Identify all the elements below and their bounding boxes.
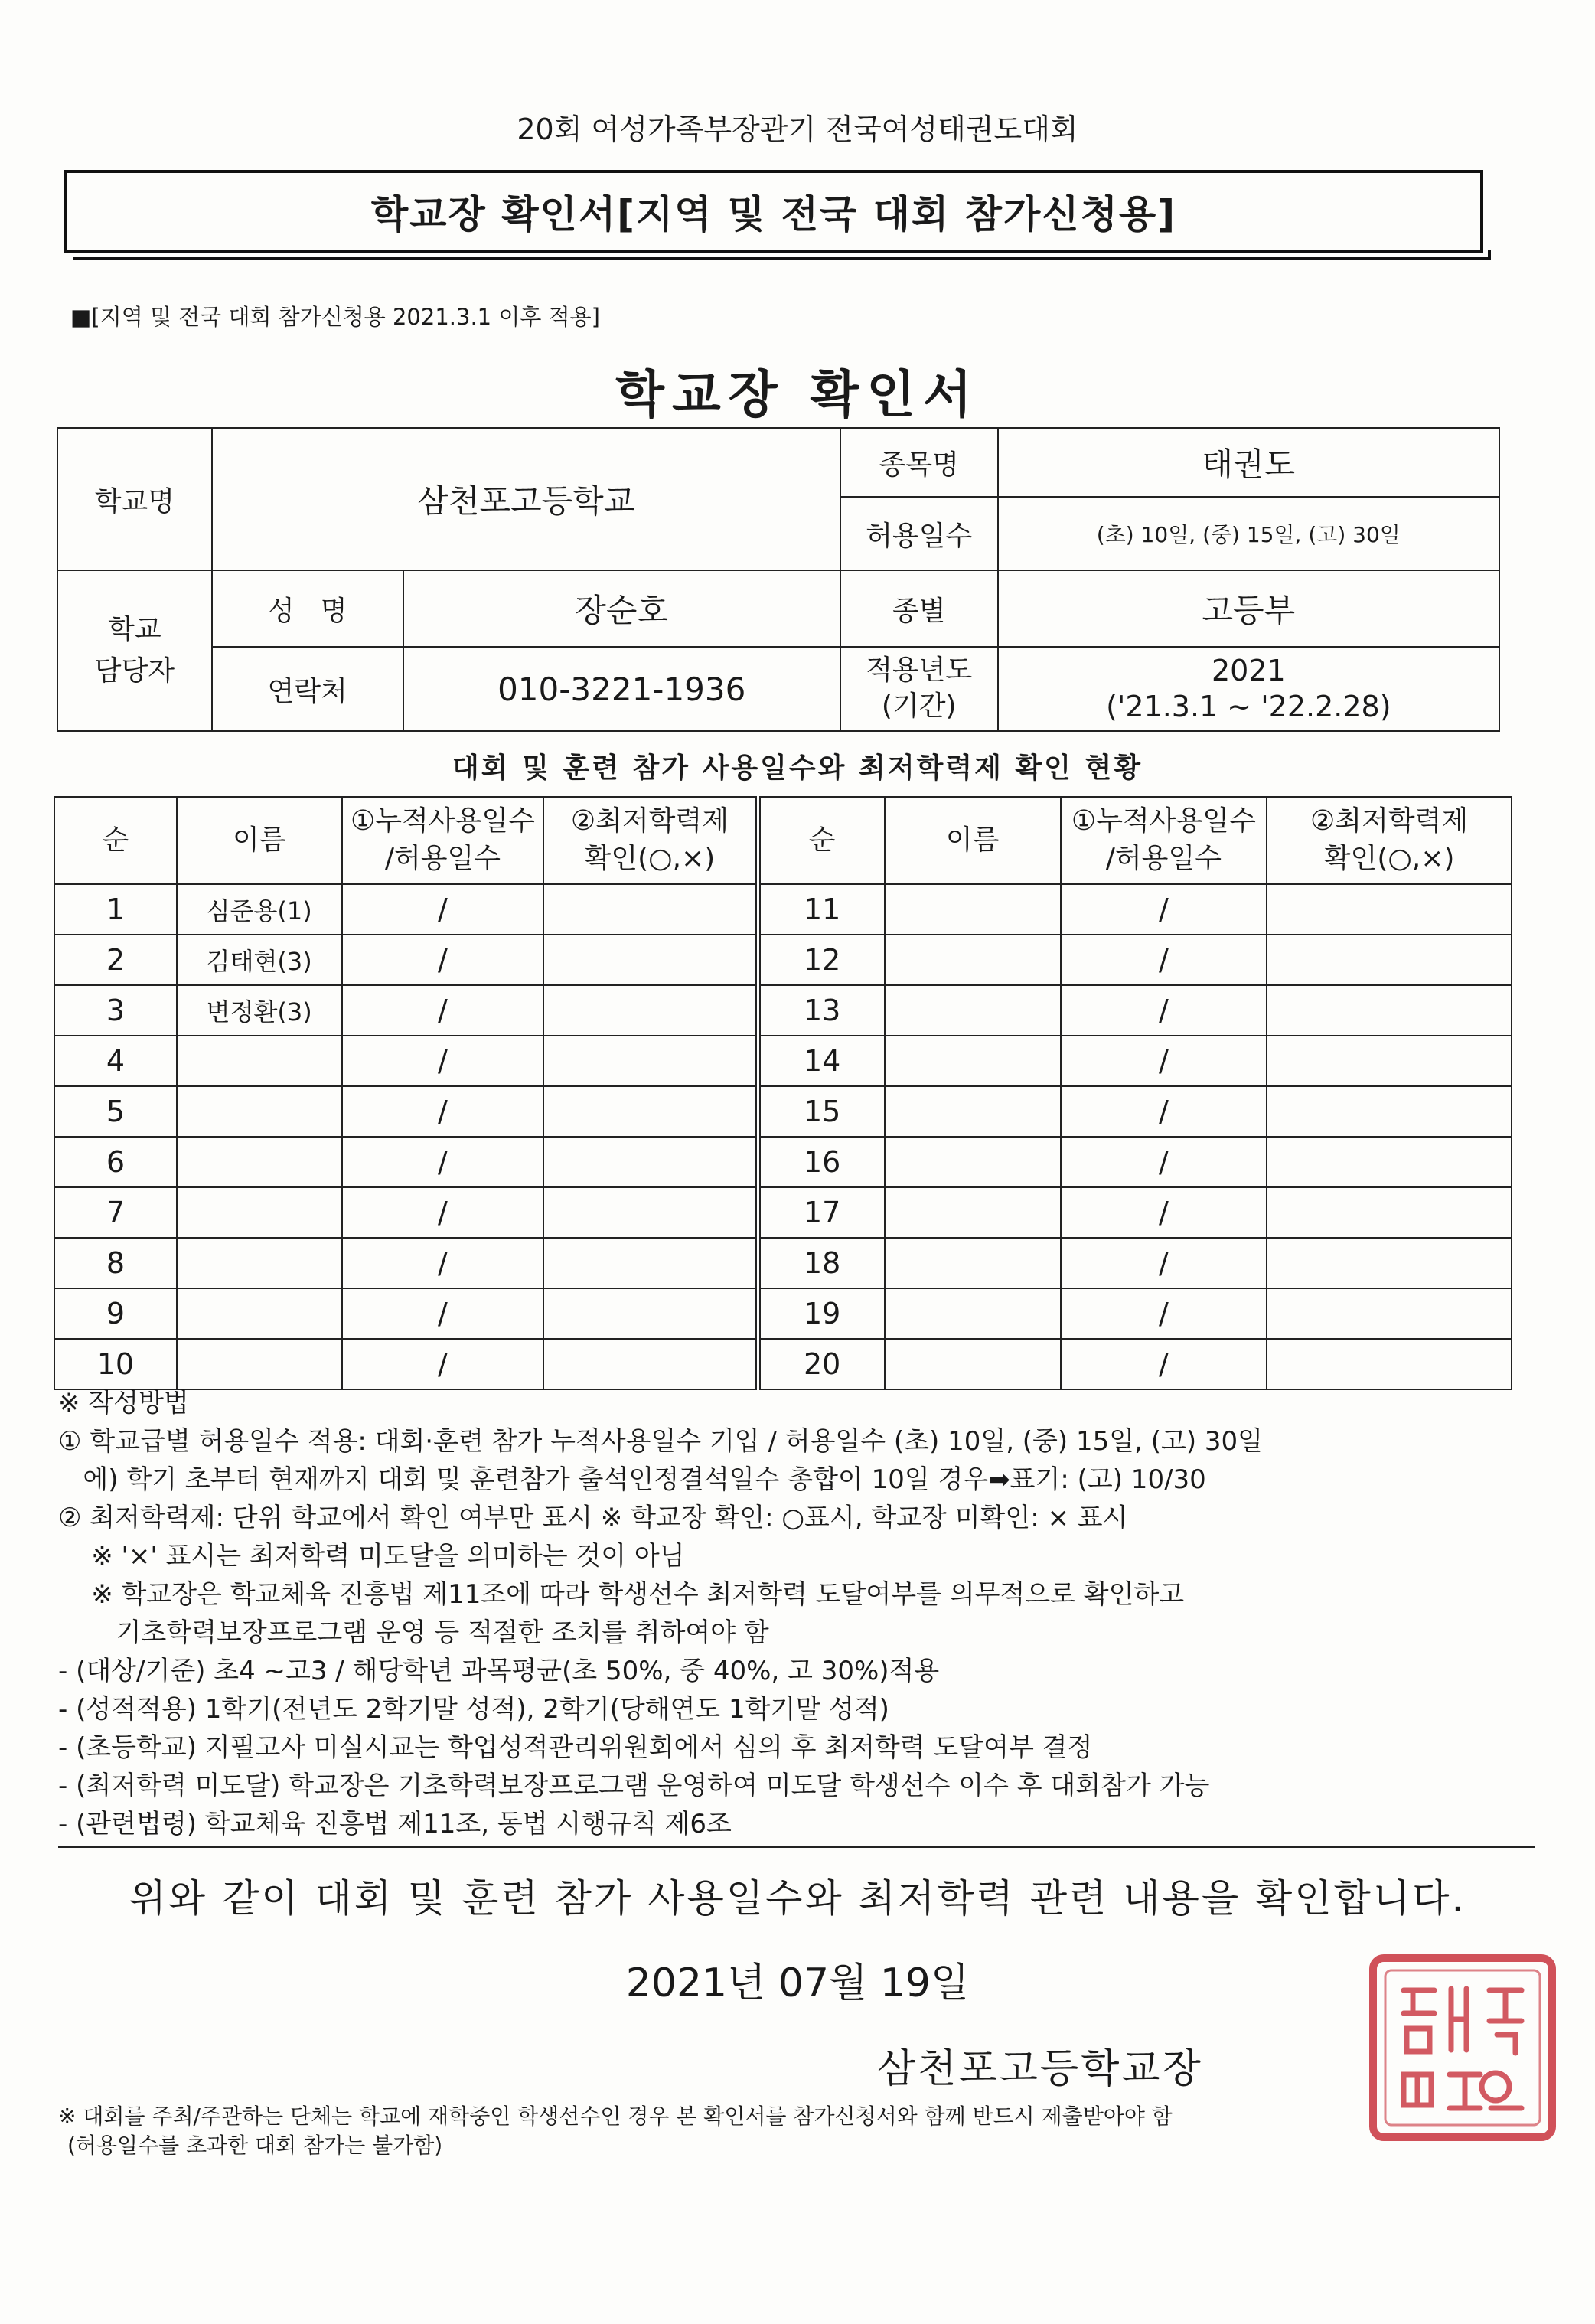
days-cell: / <box>342 1137 544 1187</box>
days-cell: / <box>1061 1288 1267 1339</box>
instructions-heading: ※ 작성방법 <box>58 1388 189 1418</box>
table-row <box>54 935 1512 985</box>
no-cell: 10 <box>54 1339 177 1389</box>
header-confirm-left: ②최저학력제 확인(○,×) <box>543 797 758 884</box>
event-title: 20회 여성가족부장관기 전국여성태권도대회 <box>517 113 1078 146</box>
table-row <box>54 1086 1512 1137</box>
days-cell: / <box>1061 935 1267 985</box>
no-cell: 2 <box>54 935 177 985</box>
name-cell <box>177 1036 342 1086</box>
contact-phone-label: 연락처 <box>212 647 403 731</box>
header-days-left: ①누적사용일수 /허용일수 <box>342 797 544 884</box>
confirm-cell <box>543 1187 758 1238</box>
name-cell: 김태현(3) <box>177 935 342 985</box>
principal-name: 삼천포고등학교장 <box>877 2046 1203 2092</box>
allowed-days-label: 허용일수 <box>840 497 998 570</box>
no-cell: 6 <box>54 1137 177 1187</box>
instructions <box>58 1384 1543 1843</box>
allowed-days-value: (초) 10일, (중) 15일, (고) 30일 <box>998 497 1499 570</box>
no-cell: 4 <box>54 1036 177 1086</box>
confirm-cell <box>543 1339 758 1389</box>
instruction-line: 기초학력보장프로그램 운영 등 적절한 조치를 취하여야 함 <box>58 1617 769 1648</box>
name-cell <box>177 1288 342 1339</box>
name-cell <box>885 1288 1061 1339</box>
confirm-cell <box>543 1036 758 1086</box>
confirm-cell <box>1267 884 1512 935</box>
no-cell: 1 <box>54 884 177 935</box>
instruction-line: ※ 학교장은 학교체육 진흥법 제11조에 따라 학생선수 최저학력 도달여부를 의무적으로 확인하고 <box>58 1579 1185 1610</box>
event-value: 태권도 <box>998 428 1499 497</box>
footnote-line: (허용일수를 초과한 대회 참가는 불가함) <box>67 2133 443 2158</box>
name-cell <box>885 1339 1061 1389</box>
confirm-cell <box>543 1238 758 1288</box>
no-cell: 5 <box>54 1086 177 1137</box>
days-cell: / <box>1061 1187 1267 1238</box>
apply-year-label: 적용년도 (기간) <box>840 647 998 731</box>
name-cell <box>885 1086 1061 1137</box>
confirm-cell <box>543 884 758 935</box>
days-cell: / <box>1061 1036 1267 1086</box>
confirm-cell <box>1267 1187 1512 1238</box>
instruction-line: - (대상/기준) 초4 ~고3 / 해당학년 과목평균(초 50%, 중 40%, 고 30%)적용 <box>58 1656 940 1686</box>
days-cell: / <box>1061 1137 1267 1187</box>
contact-phone-value: 010-3221-1936 <box>403 647 840 731</box>
header-name-left: 이름 <box>177 797 342 884</box>
confirmation-statement: 위와 같이 대회 및 훈련 참가 사용일수와 최저학력 관련 내용을 확인합니다. <box>129 1876 1466 1921</box>
name-cell <box>177 1238 342 1288</box>
instruction-line: ※ '×' 표시는 최저학력 미도달을 의미하는 것이 아님 <box>58 1541 685 1572</box>
name-cell <box>885 1238 1061 1288</box>
confirm-cell <box>1267 1288 1512 1339</box>
instruction-line: - (성적적용) 1학기(전년도 2학기말 성적), 2학기(당해연도 1학기말 성적) <box>58 1694 889 1725</box>
confirm-cell <box>1267 1339 1512 1389</box>
page-title: 학교장 확인서 <box>615 365 980 424</box>
name-cell <box>177 1086 342 1137</box>
official-seal <box>1367 1952 1558 2143</box>
confirm-cell <box>1267 1036 1512 1086</box>
days-cell: / <box>342 935 544 985</box>
confirm-cell <box>543 1288 758 1339</box>
name-cell <box>885 935 1061 985</box>
form-title <box>64 170 1483 253</box>
instruction-line: ① 학교급별 허용일수 적용: 대회·훈련 참가 누적사용일수 기입 / 허용일수 (초) 10일, (중) 15일, (고) 30일 <box>58 1426 1263 1457</box>
no-cell: 16 <box>758 1137 885 1187</box>
days-cell: / <box>1061 1086 1267 1137</box>
header-no-left: 순 <box>54 797 177 884</box>
no-cell: 14 <box>758 1036 885 1086</box>
confirm-cell <box>1267 935 1512 985</box>
header-name-right: 이름 <box>885 797 1061 884</box>
no-cell: 12 <box>758 935 885 985</box>
school-name-value: 삼천포고등학교 <box>212 428 840 570</box>
name-cell <box>885 1187 1061 1238</box>
days-cell: / <box>342 1187 544 1238</box>
days-cell: / <box>342 1288 544 1339</box>
days-cell: / <box>1061 1339 1267 1389</box>
instruction-line: - (최저학력 미도달) 학교장은 기초학력보장프로그램 운영하여 미도달 학생선수 이수 후 대회참가 가능 <box>58 1771 1210 1801</box>
days-cell: / <box>342 1036 544 1086</box>
no-cell: 8 <box>54 1238 177 1288</box>
confirm-cell <box>543 1137 758 1187</box>
event-label: 종목명 <box>840 428 998 497</box>
confirm-cell <box>543 1086 758 1137</box>
days-cell: / <box>342 985 544 1036</box>
days-cell: / <box>342 884 544 935</box>
table-row <box>54 884 1512 935</box>
table-row <box>54 1187 1512 1238</box>
name-cell <box>177 1137 342 1187</box>
days-cell: / <box>342 1238 544 1288</box>
table-row <box>54 1238 1512 1288</box>
table-row <box>54 985 1512 1036</box>
applicability-note: ■[지역 및 전국 대회 참가신청용 2021.3.1 이후 적용] <box>70 304 600 330</box>
instruction-line: - (관련법령) 학교체육 진흥법 제11조, 동법 시행규칙 제6조 <box>58 1809 732 1839</box>
table-row <box>54 1339 1512 1389</box>
table-row <box>54 1036 1512 1086</box>
name-cell <box>885 1137 1061 1187</box>
instruction-line: ② 최저학력제: 단위 학교에서 확인 여부만 표시 ※ 학교장 확인: ○표시, 학교장 미확인: × 표시 <box>58 1503 1128 1533</box>
instruction-line: - (초등학교) 지필고사 미실시교는 학업성적관리위원회에서 심의 후 최저학력 도달여부 결정 <box>58 1732 1093 1763</box>
no-cell: 11 <box>758 884 885 935</box>
school-name-label: 학교명 <box>57 428 212 570</box>
days-cell: / <box>342 1339 544 1389</box>
no-cell: 3 <box>54 985 177 1036</box>
days-cell: / <box>342 1086 544 1137</box>
header-confirm-right: ②최저학력제 확인(○,×) <box>1267 797 1512 884</box>
no-cell: 13 <box>758 985 885 1036</box>
table-row <box>54 1288 1512 1339</box>
no-cell: 15 <box>758 1086 885 1137</box>
footnote <box>58 2102 1173 2160</box>
name-cell <box>885 1036 1061 1086</box>
confirm-cell <box>543 985 758 1036</box>
name-cell <box>885 985 1061 1036</box>
footnote-line: ※ 대회를 주최/주관하는 단체는 학교에 재학중인 학생선수인 경우 본 확인서를 참가신청서와 함께 반드시 제출받아야 함 <box>58 2104 1173 2129</box>
no-cell: 17 <box>758 1187 885 1238</box>
status-title: 대회 및 훈련 참가 사용일수와 최저학력제 확인 현황 <box>452 752 1143 784</box>
confirm-cell <box>1267 1137 1512 1187</box>
confirm-cell <box>543 935 758 985</box>
days-cell: / <box>1061 884 1267 935</box>
confirm-cell <box>1267 985 1512 1036</box>
contact-name-label: 성 명 <box>212 570 403 647</box>
confirm-cell <box>1267 1086 1512 1137</box>
name-cell <box>885 884 1061 935</box>
division-label: 종별 <box>840 570 998 647</box>
instructions-lines <box>58 1422 1543 1843</box>
name-cell <box>177 1187 342 1238</box>
issue-date: 2021년 07월 19일 <box>625 1960 970 2006</box>
divider <box>58 1846 1535 1848</box>
contact-name-value: 장순호 <box>403 570 840 647</box>
form-title-text: 학교장 확인서[지역 및 전국 대회 참가신청용] <box>370 192 1177 237</box>
no-cell: 19 <box>758 1288 885 1339</box>
no-cell: 7 <box>54 1187 177 1238</box>
name-cell <box>177 1339 342 1389</box>
header-days-right: ①누적사용일수 /허용일수 <box>1061 797 1267 884</box>
no-cell: 20 <box>758 1339 885 1389</box>
days-cell: / <box>1061 1238 1267 1288</box>
division-value: 고등부 <box>998 570 1499 647</box>
table-row <box>54 1137 1512 1187</box>
school-info-table <box>57 427 1500 732</box>
contact-group-label: 학교 담당자 <box>57 570 212 731</box>
name-cell: 심준용(1) <box>177 884 342 935</box>
no-cell: 9 <box>54 1288 177 1339</box>
days-cell: / <box>1061 985 1267 1036</box>
roster-table <box>54 796 1512 1390</box>
instruction-line: 에) 학기 초부터 현재까지 대회 및 훈련참가 출석인정결석일수 총합이 10일 경우➡표기: (고) 10/30 <box>58 1464 1206 1495</box>
no-cell: 18 <box>758 1238 885 1288</box>
name-cell: 변정환(3) <box>177 985 342 1036</box>
header-no-right: 순 <box>758 797 885 884</box>
apply-year-value: 2021 ('21.3.1 ~ '22.2.28) <box>998 647 1499 731</box>
confirm-cell <box>1267 1238 1512 1288</box>
